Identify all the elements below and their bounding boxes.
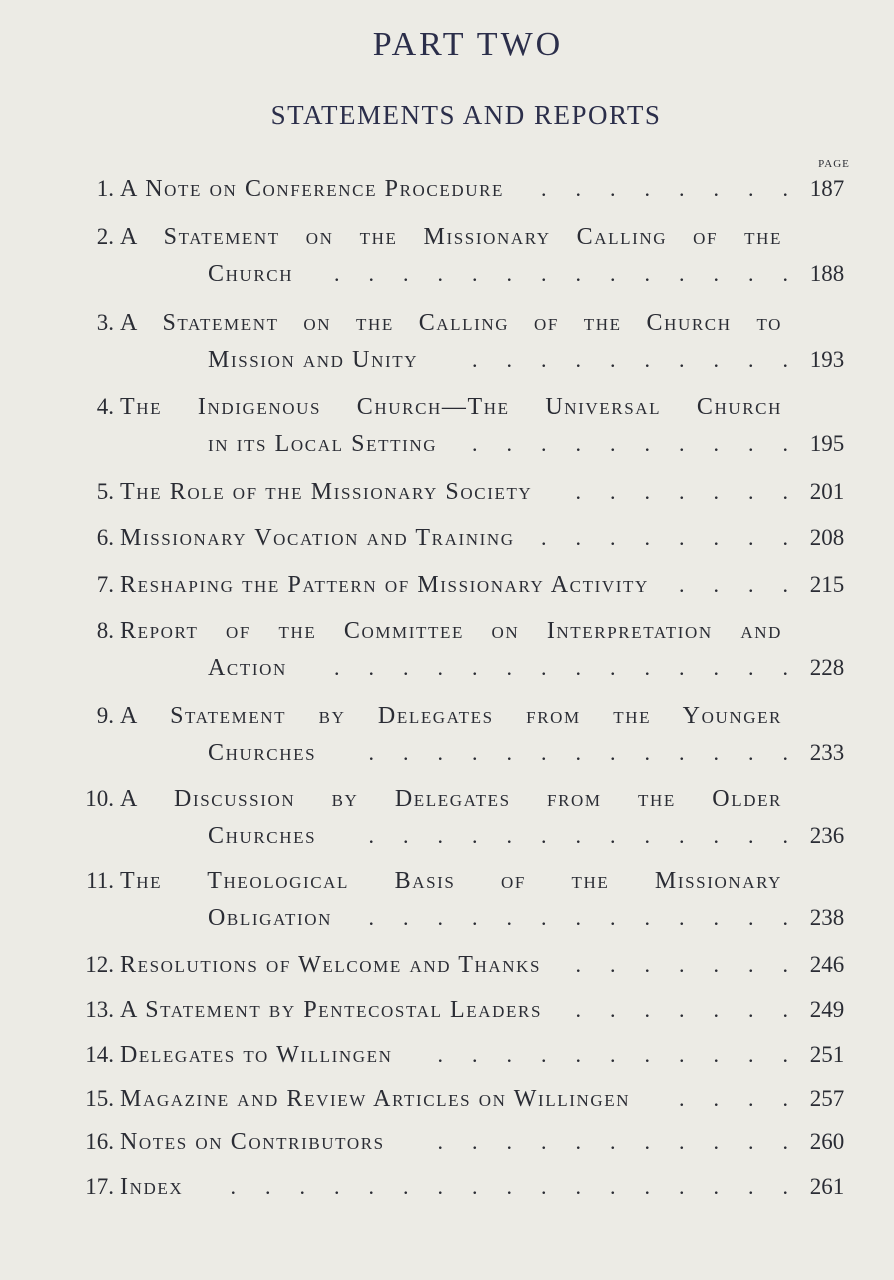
- entry-title-line: The Indigenous Church—The Universal Church: [120, 394, 782, 420]
- entry-title-line: Report of the Committee on Interpretation and: [120, 618, 782, 644]
- entry-title-line: in its Local Setting: [208, 431, 438, 457]
- section-title: STATEMENTS AND REPORTS: [270, 100, 662, 130]
- entry-title-line: The Role of the Missionary Society: [120, 479, 533, 505]
- dot-leader: ...........: [437, 1129, 817, 1154]
- page-number: 187: [809, 176, 845, 201]
- entry-number: 5.: [96, 479, 114, 504]
- entry-number: 14.: [85, 1042, 114, 1067]
- page-number: 215: [809, 572, 845, 597]
- entry-title-line: Resolutions of Welcome and Thanks: [120, 952, 542, 978]
- entry-number: 11.: [86, 868, 114, 893]
- entry-number: 4.: [96, 394, 114, 419]
- page-number: 233: [809, 740, 845, 765]
- page-number: 193: [809, 347, 845, 372]
- entry-number: 13.: [85, 997, 114, 1022]
- entry-number: 7.: [96, 572, 114, 597]
- dot-leader: .......: [575, 997, 817, 1022]
- entry-title-line: Index: [120, 1174, 184, 1200]
- entry-number: 12.: [85, 952, 114, 977]
- entry-title-line: Notes on Contributors: [120, 1129, 385, 1155]
- dot-leader: ........: [541, 176, 817, 201]
- dot-leader: .......: [575, 952, 817, 977]
- page-number: 188: [809, 261, 845, 286]
- page-number: 228: [809, 655, 845, 680]
- entry-title-line: A Statement on the Calling of the Church to: [120, 310, 782, 336]
- entry-title-line: Churches: [208, 823, 317, 849]
- entry-title-line: A Note on Conference Procedure: [120, 176, 505, 202]
- entry-title-line: Missionary Vocation and Training: [120, 525, 515, 551]
- dot-leader: ..........: [472, 347, 817, 372]
- entry-number: 2.: [96, 224, 114, 249]
- page-number: 261: [809, 1174, 845, 1199]
- entry-title-line: Reshaping the Pattern of Missionary Activity: [120, 572, 649, 598]
- page-number: 260: [809, 1129, 845, 1154]
- entry-title-line: A Statement by Delegates from the Younger: [120, 703, 782, 729]
- dot-leader: ..........: [472, 431, 817, 456]
- dot-leader: ....: [679, 1086, 817, 1111]
- entry-title-line: The Theological Basis of the Missionary: [120, 868, 782, 894]
- page-number: 249: [809, 997, 845, 1022]
- page-number: 236: [809, 823, 845, 848]
- dot-leader: ........: [541, 525, 817, 550]
- entry-title-line: A Statement by Pentecostal Leaders: [120, 997, 543, 1023]
- page-number: 208: [809, 525, 845, 550]
- page-number: 238: [809, 905, 845, 930]
- entry-number: 10.: [85, 786, 114, 811]
- page-number: 195: [809, 431, 845, 456]
- entry-number: 15.: [85, 1086, 114, 1111]
- part-title: PART TWO: [372, 26, 564, 63]
- entry-number: 8.: [96, 618, 114, 643]
- page-number: 246: [809, 952, 845, 977]
- entry-title-line: Churches: [208, 740, 317, 766]
- dot-leader: .................: [230, 1174, 817, 1199]
- entry-number: 1.: [96, 176, 114, 201]
- dot-leader: ..............: [334, 655, 817, 680]
- entry-number: 9.: [96, 703, 114, 728]
- page-column-label: PAGE: [818, 158, 850, 170]
- entry-title-line: Delegates to Willingen: [120, 1042, 393, 1068]
- entry-number: 3.: [96, 310, 114, 335]
- entry-title-line: Church: [208, 261, 294, 287]
- entry-title-line: Magazine and Review Articles on Willingen: [120, 1086, 631, 1112]
- dot-leader: .............: [368, 823, 817, 848]
- dot-leader: ....: [679, 572, 817, 597]
- dot-leader: .......: [575, 479, 817, 504]
- entry-title-line: A Discussion by Delegates from the Older: [120, 786, 782, 812]
- entry-title-line: Mission and Unity: [208, 347, 419, 373]
- entry-number: 16.: [85, 1129, 114, 1154]
- entry-title-line: Obligation: [208, 905, 332, 931]
- entry-title-line: Action: [208, 655, 287, 681]
- entry-title-line: A Statement on the Missionary Calling of the: [120, 224, 782, 250]
- page-number: 201: [809, 479, 845, 504]
- entry-number: 17.: [85, 1174, 114, 1199]
- dot-leader: ...........: [437, 1042, 817, 1067]
- dot-leader: ..............: [334, 261, 817, 286]
- entry-number: 6.: [96, 525, 114, 550]
- page-number: 251: [809, 1042, 845, 1067]
- dot-leader: .............: [368, 740, 817, 765]
- page-number: 257: [809, 1086, 845, 1111]
- dot-leader: .............: [368, 905, 817, 930]
